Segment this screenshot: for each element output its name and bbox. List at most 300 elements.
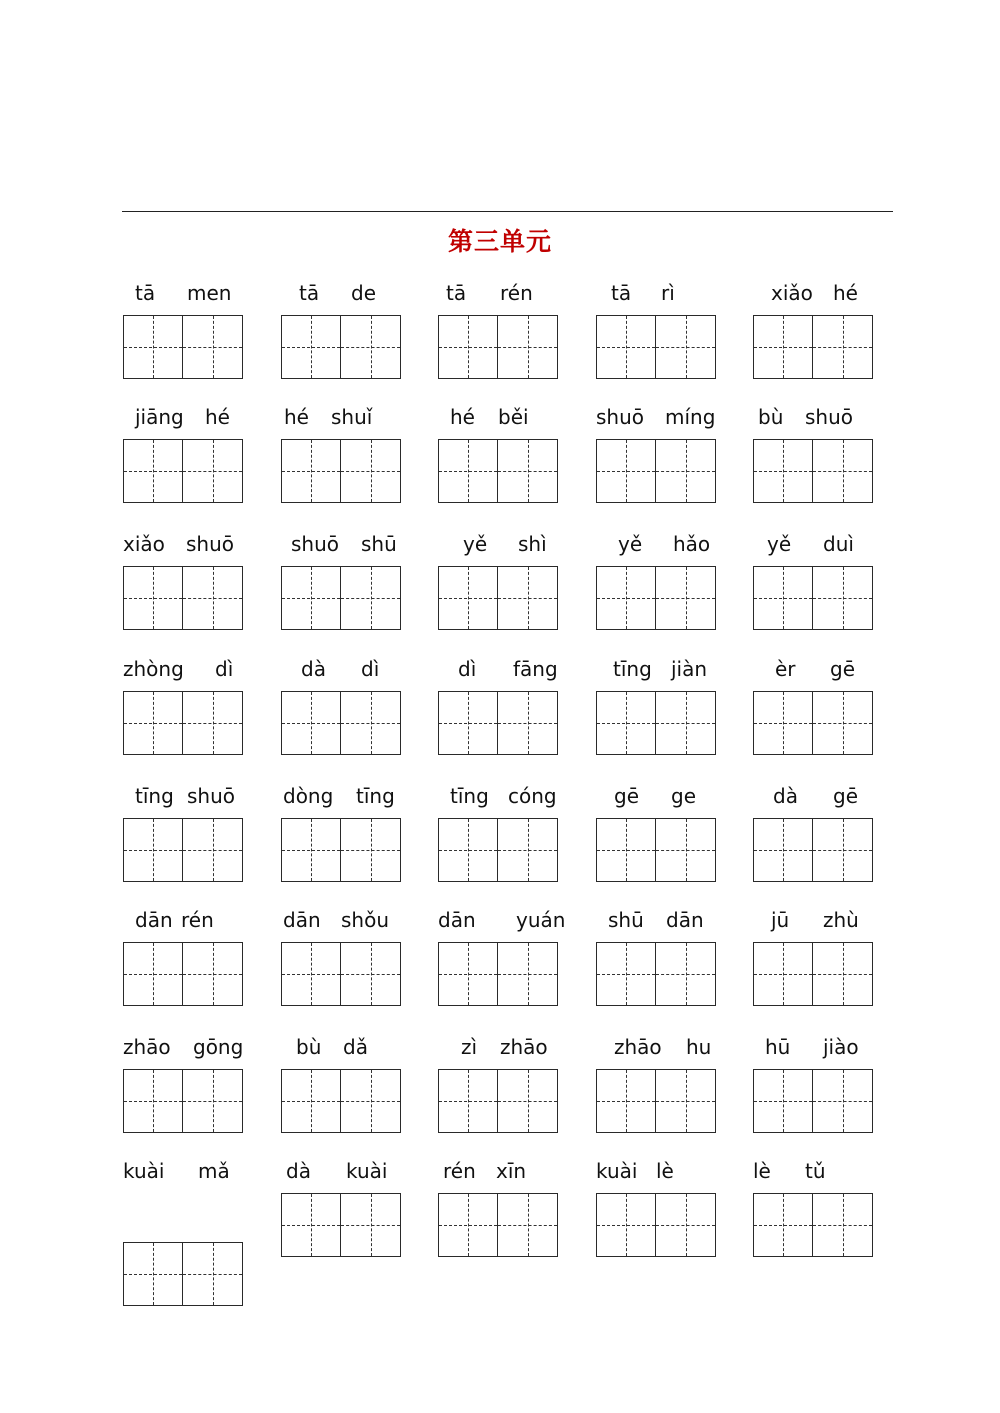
character-box[interactable] — [656, 692, 715, 754]
guide-line-vertical — [311, 567, 312, 629]
guide-line-vertical — [213, 943, 214, 1005]
word-cell — [753, 656, 877, 776]
guide-line-vertical — [311, 692, 312, 754]
pinyin-syllable: dà — [286, 1159, 311, 1183]
pinyin-syllable: jiāng — [135, 405, 184, 429]
character-box[interactable] — [754, 316, 813, 378]
guide-line-vertical — [843, 819, 844, 881]
pinyin-syllable: zhāo — [123, 1035, 171, 1059]
character-box[interactable] — [656, 819, 715, 881]
writing-boxes[interactable] — [596, 1193, 716, 1257]
word-cell — [438, 656, 562, 776]
character-box[interactable] — [439, 440, 498, 502]
pinyin-syllable: gē — [614, 784, 639, 808]
pinyin-syllable: dì — [215, 657, 234, 681]
guide-line-vertical — [371, 440, 372, 502]
word-cell — [753, 1158, 877, 1278]
pinyin-syllable: yě — [463, 532, 488, 556]
guide-line-vertical — [528, 819, 529, 881]
character-box[interactable] — [813, 819, 872, 881]
character-box[interactable] — [597, 943, 656, 1005]
pinyin-syllable: dān — [283, 908, 321, 932]
character-box[interactable] — [124, 316, 183, 378]
pinyin-syllable: tīng — [613, 657, 652, 681]
guide-line-vertical — [686, 440, 687, 502]
character-box[interactable] — [754, 567, 813, 629]
pinyin-syllable: rén — [443, 1159, 476, 1183]
pinyin-syllable: shǒu — [341, 908, 390, 932]
guide-line-vertical — [468, 1194, 469, 1256]
pinyin-syllable: jiàn — [671, 657, 708, 681]
word-cell — [123, 1034, 247, 1154]
word-cell — [438, 783, 562, 903]
guide-line-vertical — [783, 943, 784, 1005]
guide-line-vertical — [626, 1194, 627, 1256]
writing-boxes[interactable] — [438, 1069, 558, 1133]
character-box[interactable] — [754, 440, 813, 502]
character-box[interactable] — [498, 567, 557, 629]
pinyin-syllable: shuō — [186, 532, 235, 556]
pinyin-syllable: shuō — [596, 405, 645, 429]
writing-boxes[interactable] — [596, 439, 716, 503]
pinyin-syllable: bù — [296, 1035, 322, 1059]
character-box[interactable] — [439, 692, 498, 754]
guide-line-vertical — [371, 692, 372, 754]
writing-boxes[interactable] — [438, 566, 558, 630]
character-box[interactable] — [813, 1194, 872, 1256]
character-box[interactable] — [439, 567, 498, 629]
character-box[interactable] — [597, 819, 656, 881]
guide-line-vertical — [311, 943, 312, 1005]
guide-line-vertical — [371, 1070, 372, 1132]
guide-line-vertical — [686, 943, 687, 1005]
guide-line-vertical — [371, 567, 372, 629]
pinyin-syllable: hé — [833, 281, 858, 305]
guide-line-vertical — [468, 567, 469, 629]
word-cell — [753, 783, 877, 903]
character-box[interactable] — [498, 943, 557, 1005]
pinyin-syllable: shuǐ — [331, 405, 373, 429]
guide-line-vertical — [686, 316, 687, 378]
pinyin-syllable: kuài — [123, 1159, 165, 1183]
character-box[interactable] — [656, 567, 715, 629]
guide-line-vertical — [843, 1194, 844, 1256]
word-cell — [438, 280, 562, 400]
character-box[interactable] — [282, 316, 341, 378]
pinyin-syllable: xīn — [496, 1159, 527, 1183]
writing-boxes[interactable] — [123, 942, 243, 1006]
word-cell — [281, 280, 405, 400]
pinyin-syllable: dān — [438, 908, 476, 932]
character-box[interactable] — [124, 1243, 183, 1305]
writing-boxes[interactable] — [281, 439, 401, 503]
character-box[interactable] — [597, 440, 656, 502]
writing-boxes[interactable] — [123, 1069, 243, 1133]
character-box[interactable] — [754, 1070, 813, 1132]
word-cell — [123, 531, 247, 651]
pinyin-syllable: hǎo — [673, 532, 711, 556]
word-cell — [123, 907, 247, 1027]
pinyin-syllable: xiǎo — [123, 532, 165, 556]
character-box[interactable] — [282, 819, 341, 881]
character-box[interactable] — [597, 1194, 656, 1256]
pinyin-syllable: shū — [608, 908, 644, 932]
pinyin-syllable: dòng — [283, 784, 334, 808]
guide-line-vertical — [468, 1070, 469, 1132]
writing-boxes[interactable] — [438, 942, 558, 1006]
pinyin-syllable: fāng — [513, 657, 558, 681]
character-box[interactable] — [597, 692, 656, 754]
writing-boxes[interactable] — [281, 691, 401, 755]
pinyin-syllable: běi — [498, 405, 529, 429]
guide-line-vertical — [311, 819, 312, 881]
writing-boxes[interactable] — [753, 1069, 873, 1133]
pinyin-syllable: dān — [135, 908, 173, 932]
guide-line-vertical — [626, 692, 627, 754]
pinyin-syllable: yě — [767, 532, 792, 556]
pinyin-syllable: men — [187, 281, 232, 305]
word-cell — [596, 1158, 720, 1278]
pinyin-syllable: gē — [833, 784, 858, 808]
character-box[interactable] — [183, 819, 242, 881]
writing-boxes[interactable] — [753, 942, 873, 1006]
character-box[interactable] — [183, 440, 242, 502]
word-cell — [596, 280, 720, 400]
writing-boxes[interactable] — [753, 691, 873, 755]
word-cell — [281, 404, 405, 524]
character-box[interactable] — [439, 819, 498, 881]
guide-line-vertical — [468, 819, 469, 881]
word-cell — [281, 1034, 405, 1154]
guide-line-vertical — [213, 1243, 214, 1305]
word-cell — [281, 1158, 405, 1278]
pinyin-syllable: zhù — [823, 908, 859, 932]
writing-boxes[interactable] — [123, 315, 243, 379]
character-box[interactable] — [282, 440, 341, 502]
pinyin-syllable: dà — [301, 657, 326, 681]
guide-line-vertical — [153, 1070, 154, 1132]
character-box[interactable] — [754, 1194, 813, 1256]
word-cell — [281, 783, 405, 903]
guide-line-vertical — [783, 567, 784, 629]
character-box[interactable] — [754, 819, 813, 881]
character-box[interactable] — [341, 1194, 400, 1256]
character-box[interactable] — [341, 1070, 400, 1132]
word-cell — [753, 404, 877, 524]
pinyin-syllable: rén — [181, 908, 214, 932]
writing-boxes[interactable] — [753, 439, 873, 503]
guide-line-vertical — [528, 1194, 529, 1256]
character-box[interactable] — [183, 1070, 242, 1132]
guide-line-vertical — [783, 316, 784, 378]
guide-line-vertical — [213, 692, 214, 754]
word-cell — [596, 656, 720, 776]
writing-boxes[interactable] — [753, 315, 873, 379]
character-box[interactable] — [282, 692, 341, 754]
writing-boxes[interactable] — [438, 439, 558, 503]
guide-line-vertical — [311, 1194, 312, 1256]
guide-line-vertical — [528, 316, 529, 378]
character-box[interactable] — [597, 316, 656, 378]
word-cell — [438, 1158, 562, 1278]
guide-line-vertical — [783, 1194, 784, 1256]
guide-line-vertical — [213, 316, 214, 378]
word-cell — [596, 1034, 720, 1154]
character-box[interactable] — [183, 567, 242, 629]
writing-boxes[interactable] — [281, 942, 401, 1006]
guide-line-vertical — [843, 440, 844, 502]
word-cell — [753, 280, 877, 400]
character-box[interactable] — [498, 1070, 557, 1132]
pinyin-syllable: hé — [284, 405, 309, 429]
guide-line-vertical — [371, 943, 372, 1005]
guide-line-vertical — [783, 1070, 784, 1132]
guide-line-vertical — [213, 1070, 214, 1132]
guide-line-vertical — [686, 567, 687, 629]
guide-line-vertical — [528, 440, 529, 502]
writing-boxes[interactable] — [753, 1193, 873, 1257]
writing-boxes[interactable] — [123, 818, 243, 882]
character-box[interactable] — [813, 943, 872, 1005]
guide-line-vertical — [153, 440, 154, 502]
pinyin-syllable: mǎ — [198, 1159, 230, 1183]
character-box[interactable] — [656, 316, 715, 378]
pinyin-syllable: hé — [205, 405, 230, 429]
pinyin-syllable: jiào — [823, 1035, 859, 1059]
writing-boxes[interactable] — [438, 691, 558, 755]
pinyin-syllable: tā — [611, 281, 632, 305]
pinyin-syllable: zhòng — [123, 657, 184, 681]
character-box[interactable] — [341, 819, 400, 881]
character-box[interactable] — [124, 567, 183, 629]
guide-line-vertical — [371, 316, 372, 378]
pinyin-syllable: shuō — [187, 784, 236, 808]
guide-line-vertical — [626, 440, 627, 502]
character-box[interactable] — [124, 1070, 183, 1132]
pinyin-syllable: lè — [753, 1159, 771, 1183]
pinyin-syllable: yuán — [516, 908, 566, 932]
guide-line-vertical — [626, 1070, 627, 1132]
character-box[interactable] — [498, 819, 557, 881]
writing-boxes[interactable] — [596, 691, 716, 755]
character-box[interactable] — [183, 316, 242, 378]
pinyin-syllable: zhāo — [500, 1035, 548, 1059]
writing-boxes[interactable] — [753, 566, 873, 630]
pinyin-syllable: cóng — [508, 784, 557, 808]
word-cell — [596, 907, 720, 1027]
guide-line-vertical — [153, 819, 154, 881]
pinyin-syllable: tā — [135, 281, 156, 305]
word-cell — [123, 404, 247, 524]
writing-boxes[interactable] — [281, 315, 401, 379]
guide-line-vertical — [468, 692, 469, 754]
character-box[interactable] — [813, 692, 872, 754]
character-box[interactable] — [439, 943, 498, 1005]
character-box[interactable] — [754, 692, 813, 754]
guide-line-vertical — [153, 316, 154, 378]
character-box[interactable] — [124, 819, 183, 881]
writing-boxes[interactable] — [281, 1069, 401, 1133]
guide-line-vertical — [626, 567, 627, 629]
character-box[interactable] — [656, 440, 715, 502]
writing-boxes[interactable] — [596, 942, 716, 1006]
writing-boxes[interactable] — [596, 315, 716, 379]
character-box[interactable] — [656, 1070, 715, 1132]
pinyin-syllable: dà — [773, 784, 798, 808]
character-box[interactable] — [124, 692, 183, 754]
word-cell — [281, 656, 405, 776]
word-cell — [596, 783, 720, 903]
character-box[interactable] — [498, 440, 557, 502]
pinyin-syllable: bù — [758, 405, 784, 429]
character-box[interactable] — [341, 440, 400, 502]
writing-boxes[interactable] — [281, 566, 401, 630]
writing-boxes[interactable] — [753, 818, 873, 882]
guide-line-vertical — [153, 567, 154, 629]
character-box[interactable] — [498, 316, 557, 378]
character-box[interactable] — [183, 943, 242, 1005]
pinyin-syllable: tā — [446, 281, 467, 305]
pinyin-syllable: gōng — [193, 1035, 244, 1059]
pinyin-syllable: tīng — [450, 784, 489, 808]
writing-boxes[interactable] — [438, 315, 558, 379]
guide-line-vertical — [626, 316, 627, 378]
guide-line-vertical — [843, 316, 844, 378]
pinyin-syllable: duì — [823, 532, 854, 556]
character-box[interactable] — [341, 943, 400, 1005]
guide-line-vertical — [783, 819, 784, 881]
character-box[interactable] — [282, 567, 341, 629]
pinyin-syllable: shì — [518, 532, 547, 556]
writing-boxes[interactable] — [596, 1069, 716, 1133]
guide-line-vertical — [311, 316, 312, 378]
character-box[interactable] — [656, 943, 715, 1005]
writing-boxes[interactable] — [438, 1193, 558, 1257]
writing-boxes[interactable] — [596, 566, 716, 630]
character-box[interactable] — [124, 943, 183, 1005]
writing-boxes[interactable] — [123, 1242, 243, 1306]
word-cell — [123, 783, 247, 903]
pinyin-syllable: xiǎo — [771, 281, 813, 305]
pinyin-syllable: shū — [361, 532, 397, 556]
pinyin-syllable: de — [351, 281, 376, 305]
word-cell — [596, 404, 720, 524]
writing-boxes[interactable] — [438, 818, 558, 882]
character-box[interactable] — [597, 1070, 656, 1132]
word-cell — [123, 656, 247, 776]
guide-line-vertical — [686, 819, 687, 881]
character-box[interactable] — [597, 567, 656, 629]
guide-line-vertical — [783, 440, 784, 502]
guide-line-vertical — [153, 943, 154, 1005]
guide-line-vertical — [213, 819, 214, 881]
character-box[interactable] — [813, 1070, 872, 1132]
character-box[interactable] — [439, 1194, 498, 1256]
character-box[interactable] — [439, 1070, 498, 1132]
pinyin-syllable: tīng — [135, 784, 174, 808]
pinyin-syllable: dǎ — [343, 1035, 368, 1059]
character-box[interactable] — [282, 1194, 341, 1256]
guide-line-vertical — [153, 1243, 154, 1305]
character-box[interactable] — [498, 1194, 557, 1256]
writing-boxes[interactable] — [596, 818, 716, 882]
character-box[interactable] — [498, 692, 557, 754]
writing-boxes[interactable] — [281, 1193, 401, 1257]
character-box[interactable] — [439, 316, 498, 378]
character-box[interactable] — [282, 943, 341, 1005]
guide-line-vertical — [528, 692, 529, 754]
character-box[interactable] — [813, 316, 872, 378]
pinyin-syllable: gē — [830, 657, 855, 681]
character-box[interactable] — [813, 440, 872, 502]
pinyin-syllable: lè — [656, 1159, 674, 1183]
word-cell — [123, 1158, 247, 1278]
writing-boxes[interactable] — [281, 818, 401, 882]
writing-boxes[interactable] — [123, 691, 243, 755]
character-box[interactable] — [124, 440, 183, 502]
guide-line-vertical — [843, 943, 844, 1005]
pinyin-syllable: zhāo — [614, 1035, 662, 1059]
guide-line-vertical — [843, 692, 844, 754]
pinyin-syllable: shuō — [291, 532, 340, 556]
pinyin-syllable: zì — [461, 1035, 478, 1059]
character-box[interactable] — [656, 1194, 715, 1256]
pinyin-syllable: tǔ — [805, 1159, 826, 1183]
pinyin-syllable: dì — [458, 657, 477, 681]
character-box[interactable] — [183, 1243, 242, 1305]
guide-line-vertical — [528, 1070, 529, 1132]
character-box[interactable] — [754, 943, 813, 1005]
character-box[interactable] — [813, 567, 872, 629]
guide-line-vertical — [468, 943, 469, 1005]
pinyin-syllable: kuài — [596, 1159, 638, 1183]
writing-boxes[interactable] — [123, 439, 243, 503]
word-cell — [753, 907, 877, 1027]
word-cell — [596, 531, 720, 651]
writing-boxes[interactable] — [123, 566, 243, 630]
guide-line-vertical — [213, 440, 214, 502]
guide-line-vertical — [686, 1194, 687, 1256]
pinyin-syllable: hé — [450, 405, 475, 429]
word-cell — [438, 907, 566, 1027]
guide-line-vertical — [468, 316, 469, 378]
character-box[interactable] — [183, 692, 242, 754]
pinyin-syllable: shuō — [805, 405, 854, 429]
guide-line-vertical — [686, 1070, 687, 1132]
character-box[interactable] — [282, 1070, 341, 1132]
word-cell — [281, 907, 405, 1027]
guide-line-vertical — [843, 1070, 844, 1132]
word-cell — [438, 531, 562, 651]
pinyin-syllable: rén — [500, 281, 533, 305]
guide-line-vertical — [528, 567, 529, 629]
guide-line-vertical — [626, 819, 627, 881]
guide-line-vertical — [626, 943, 627, 1005]
pinyin-syllable: tā — [299, 281, 320, 305]
guide-line-vertical — [686, 692, 687, 754]
character-box[interactable] — [341, 692, 400, 754]
character-box[interactable] — [341, 316, 400, 378]
character-box[interactable] — [341, 567, 400, 629]
guide-line-vertical — [783, 692, 784, 754]
guide-line-vertical — [371, 819, 372, 881]
pinyin-syllable: ge — [671, 784, 696, 808]
guide-line-vertical — [371, 1194, 372, 1256]
guide-line-vertical — [213, 567, 214, 629]
pinyin-syllable: míng — [665, 405, 716, 429]
word-cell — [753, 531, 877, 651]
pinyin-syllable: dì — [361, 657, 380, 681]
